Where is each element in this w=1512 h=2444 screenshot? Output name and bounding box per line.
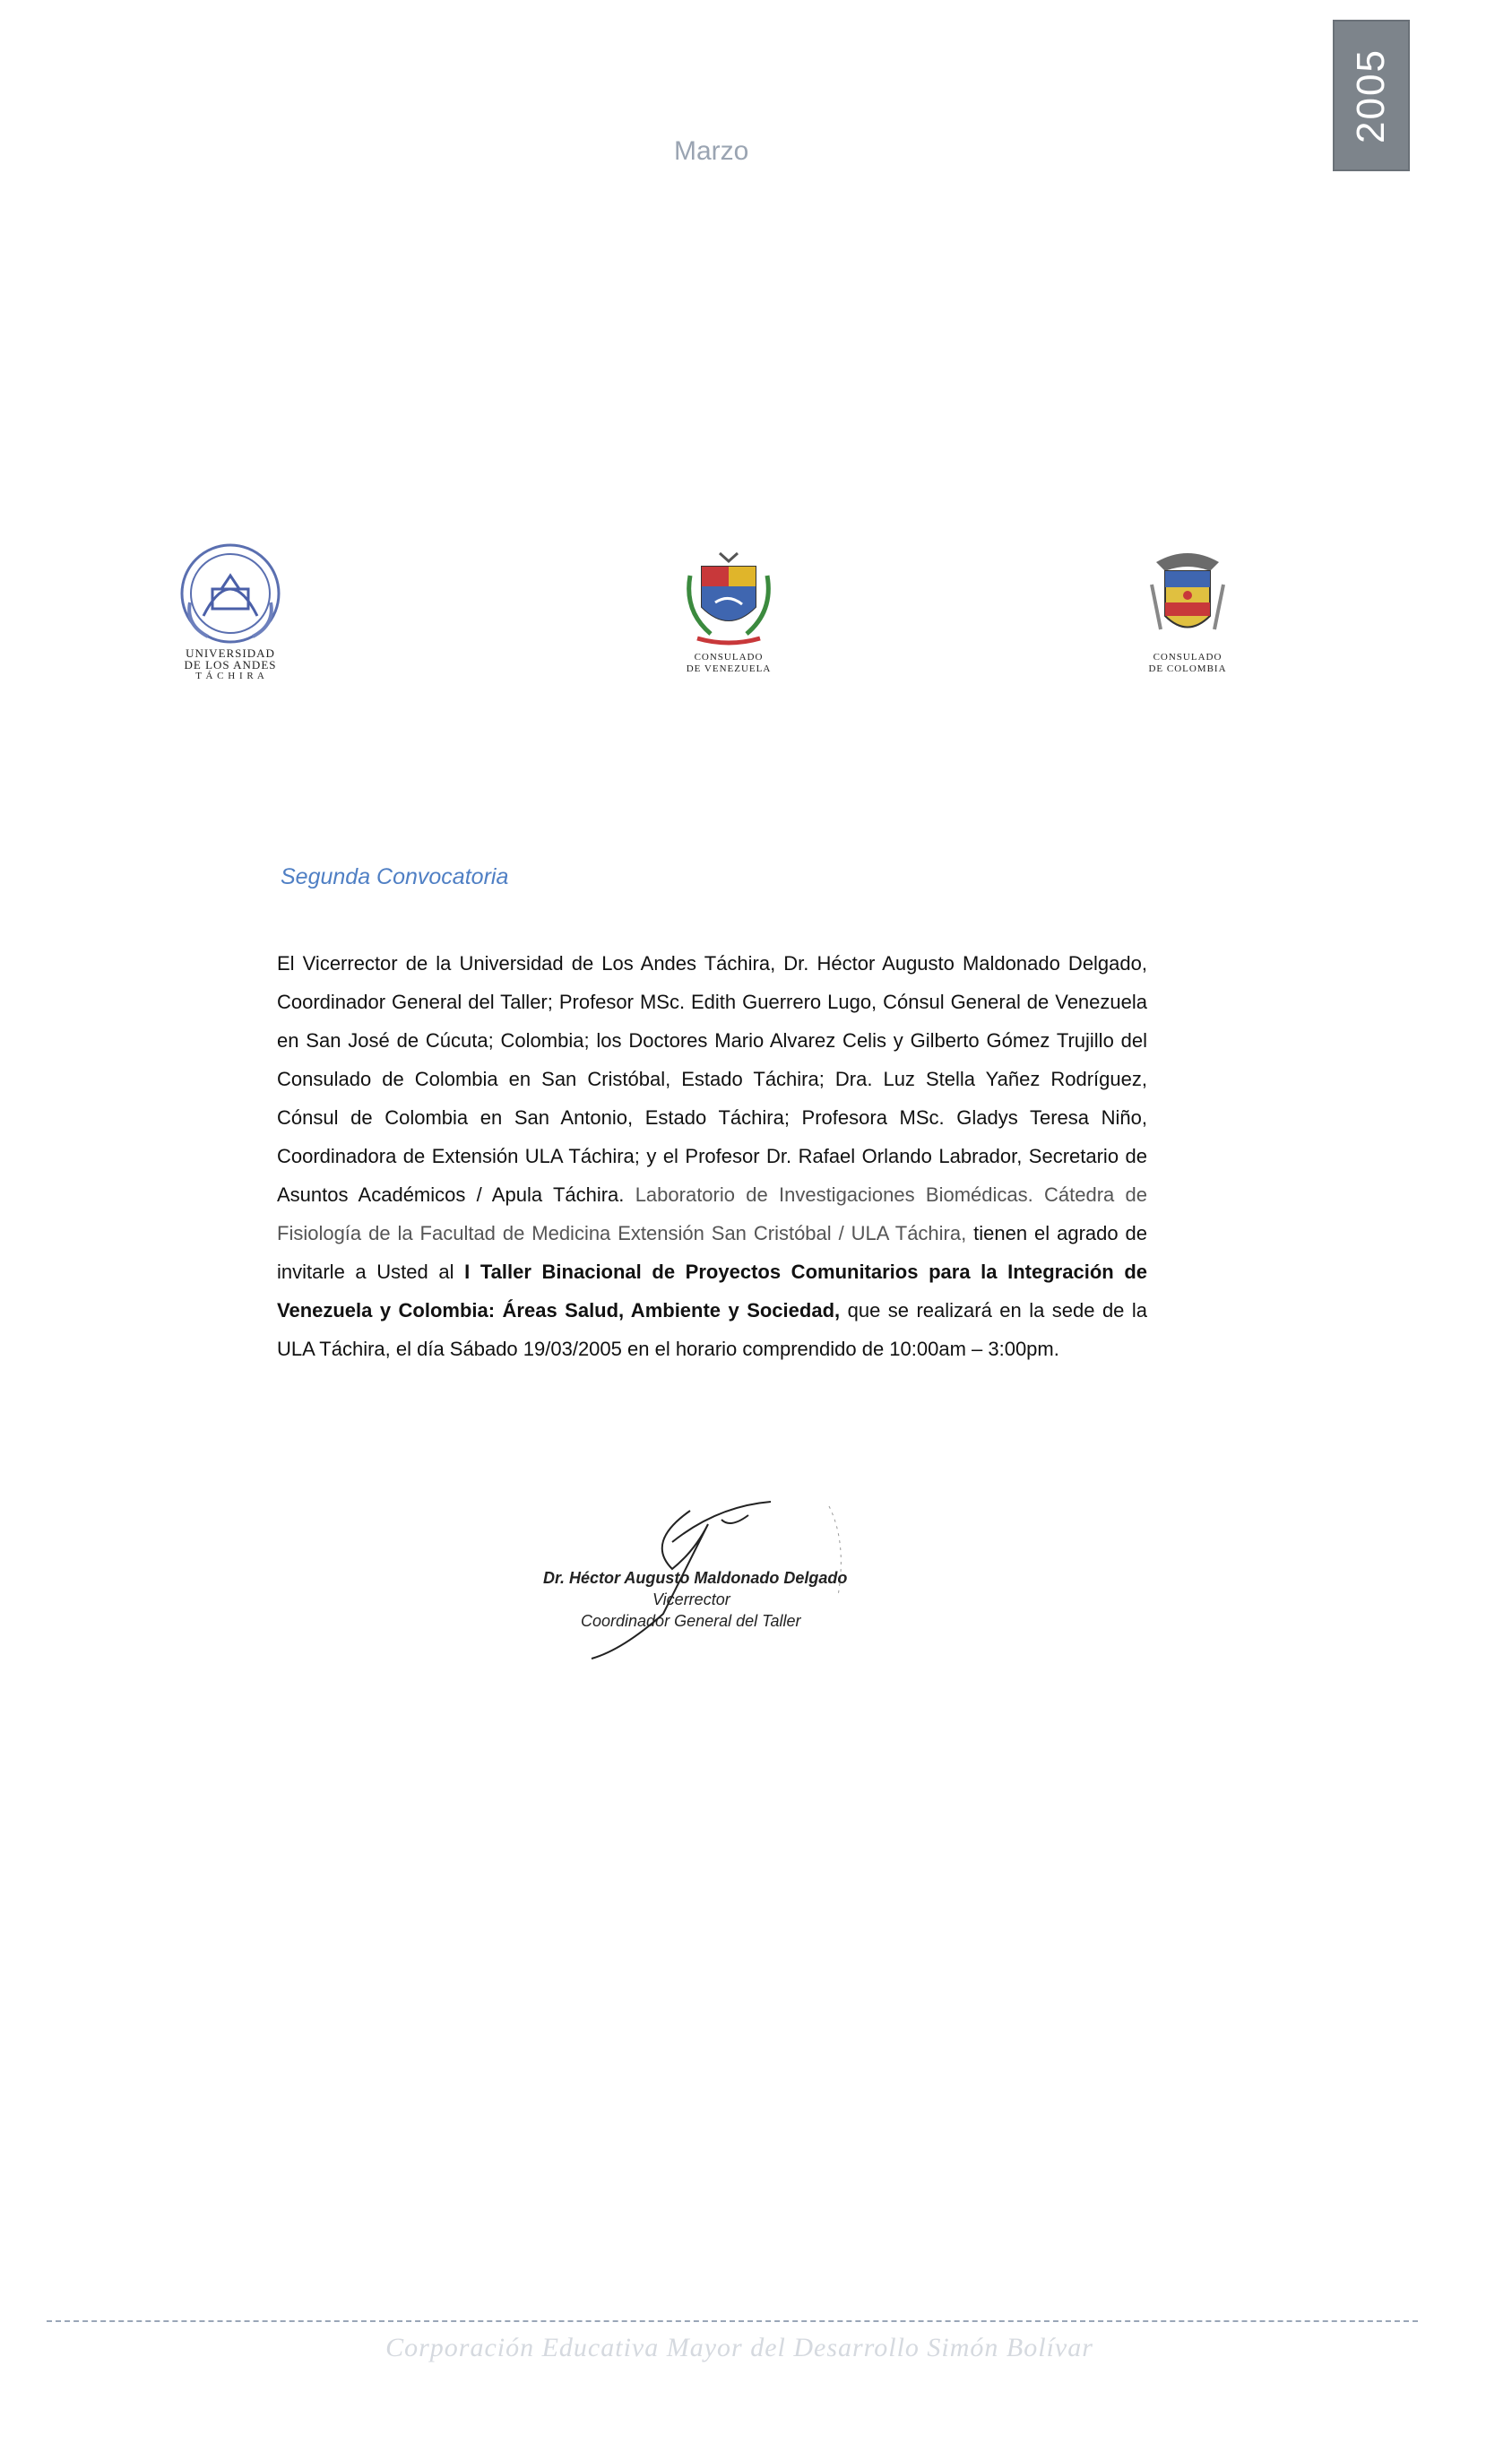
ula-caption-3: T Á C H I R A <box>195 671 265 681</box>
colombia-consulate-logo <box>1120 549 1255 675</box>
ula-seal-icon <box>172 540 289 647</box>
invitation-body <box>277 944 1147 1368</box>
year-tab <box>1333 20 1410 171</box>
colombia-coat-of-arms-icon <box>1138 549 1237 652</box>
signatory-name: Dr. Héctor Augusto Maldonado Delgado <box>543 1569 848 1587</box>
venezuela-consulate-logo <box>661 549 796 675</box>
signatory-title: Vicerrector <box>652 1590 730 1608</box>
venezuela-coat-of-arms-icon <box>679 549 778 652</box>
lab-text: Laboratorio de Investigaciones Biomédicas. Cátedra de Fisiología de la Facultad de Medicina Extensión San Cristóbal / ULA Táchira, <box>277 1183 1147 1244</box>
ula-caption-1: UNIVERSIDAD <box>186 646 275 660</box>
colombia-caption-2: DE COLOMBIA <box>1148 663 1227 674</box>
footer-watermark: Corporación Educativa Mayor del Desarrollo Simón Bolívar <box>385 2333 1093 2362</box>
venezuela-caption-1: CONSULADO <box>694 652 764 663</box>
ula-logo <box>163 540 298 682</box>
intro-text: El Vicerrector de la Universidad de Los Andes Táchira, Dr. Héctor Augusto Maldonado Delgado, Coordinador General del Taller; Profesor MSc. Edith Guerrero Lugo, Cónsul General de Venezuela en San José de Cúcuta; Colombia; los Doctores Mario Alvarez Celis y Gilberto Gómez Trujillo del Consulado de Colombia en San Cristóbal, Estado Táchira; Dra. Luz Stella Yañez Rodríguez, Cónsul de Colombia en San Antonio, Estado Táchira; Profesora MSc. Gladys Teresa Niño, Coordinadora de Extensión ULA Táchira; y el Profesor Dr. Rafael Orlando Labrador, Secretario de Asuntos Académicos / Apula Táchira. <box>277 952 1147 1206</box>
colombia-caption-1: CONSULADO <box>1153 652 1223 663</box>
ula-caption-2: DE LOS ANDES <box>184 658 277 672</box>
signature-block <box>538 1488 914 1677</box>
signatory-role: Coordinador General del Taller <box>581 1612 801 1630</box>
venezuela-caption-2: DE VENEZUELA <box>686 663 772 674</box>
event-name: I Taller Binacional de Proyectos Comunitarios para la Integración de Venezuela y Colombia: Áreas Salud, Ambiente y Sociedad, <box>277 1261 1147 1322</box>
footer-divider <box>47 2320 1418 2322</box>
year-label: 2005 <box>1349 48 1393 143</box>
subtitle: Segunda Convocatoria <box>281 864 509 889</box>
month-title: Marzo <box>674 136 749 166</box>
event-details: que se realizará en la sede de la ULA Táchira, el día Sábado 19/03/2005 en el horario comprendido de 10:00am – 3:00pm. <box>277 1299 1147 1360</box>
invite-text: tienen el agrado de invitarle a Usted al <box>277 1222 1148 1283</box>
